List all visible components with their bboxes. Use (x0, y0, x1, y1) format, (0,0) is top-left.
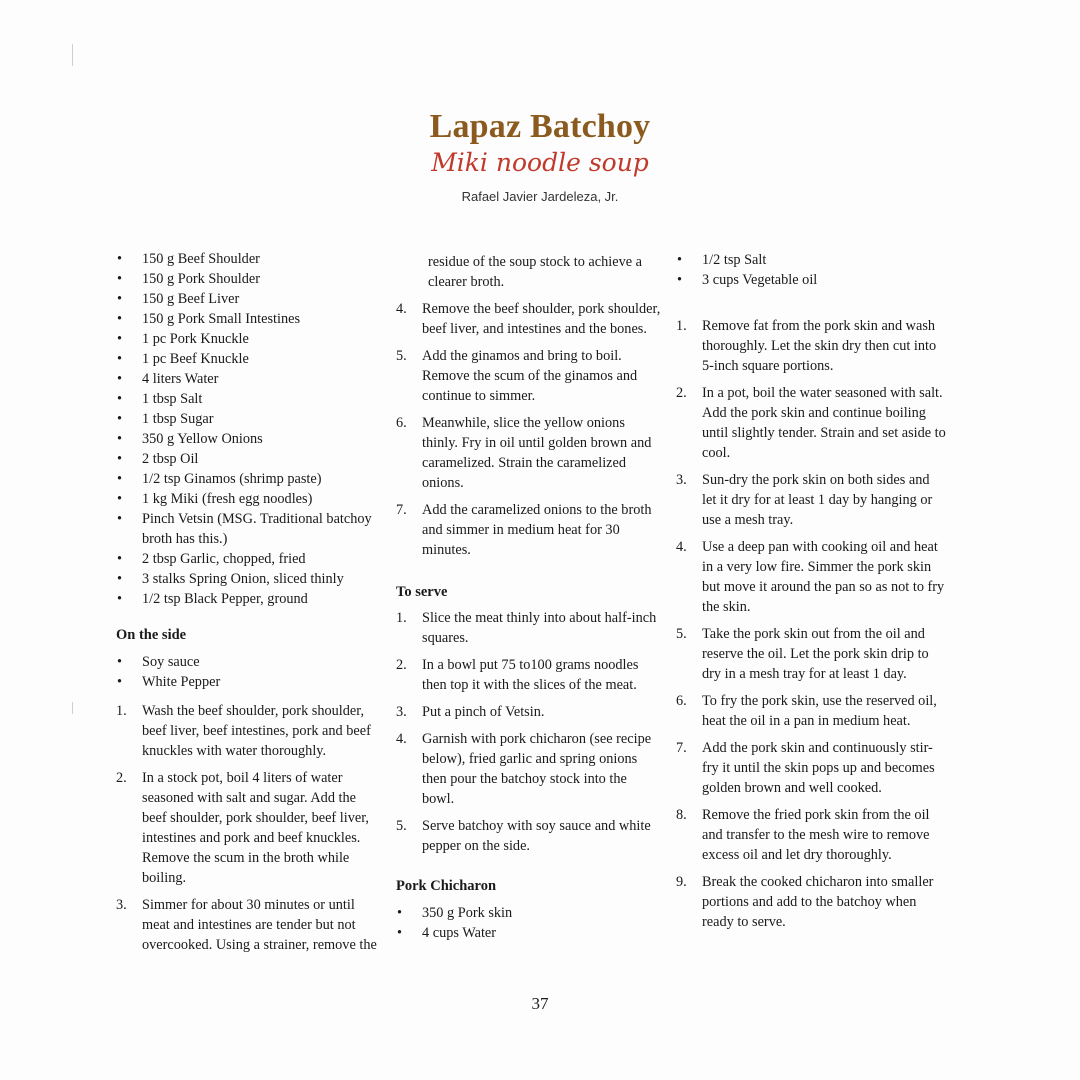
step-item (396, 346, 662, 406)
step-item (396, 299, 662, 339)
ingredient-item: • 150 g Pork Small Intestines (116, 309, 378, 329)
step-number: 3. (676, 472, 687, 488)
step-text: Garnish with pork chicharon (see recipe below), fried garlic and spring onions then pour the batchoy stock into the bowl. (422, 731, 652, 807)
chicharon-step-item (676, 738, 946, 798)
step-text: Break the cooked chicharon into smaller portions and add to the batchoy when ready to serve. (702, 874, 934, 930)
page-edge-mark (72, 44, 73, 66)
step-text: Remove the fried pork skin from the oil and transfer to the mesh wire to remove excess oil and let dry thoroughly. (702, 807, 930, 863)
steps-list-continued (396, 299, 662, 560)
step-number: 4. (676, 539, 687, 555)
step-text: Meanwhile, slice the yellow onions thinly. Fry in oil until golden brown and caramelized. Strain the caramelized onions. (422, 415, 652, 491)
step-number: 6. (676, 693, 687, 709)
chicharon-step-item (676, 805, 946, 865)
step-text: Remove fat from the pork skin and wash thoroughly. Let the skin dry then cut into 5-inch square portions. (702, 318, 937, 374)
chicharon-step-item (676, 316, 946, 376)
ingredient-item: • 150 g Pork Shoulder (116, 269, 378, 289)
chicharon-step-item (676, 383, 946, 463)
column-middle (396, 252, 662, 943)
step-number: 5. (396, 818, 407, 834)
step-text: Put a pinch of Vetsin. (422, 704, 545, 720)
step-number: 5. (396, 348, 407, 364)
step-number: 4. (396, 731, 407, 747)
chicharon-step-item (676, 537, 946, 617)
step-text: Use a deep pan with cooking oil and heat in a very low fire. Simmer the pork skin but move it around the pan so as not to fry the skin. (702, 539, 945, 615)
column-right (676, 250, 946, 939)
ingredients-list (116, 249, 378, 609)
steps-list (116, 701, 378, 955)
chicharon-ingredient-item: • 1/2 tsp Salt (676, 250, 946, 270)
recipe-author: Rafael Javier Jardeleza, Jr. (461, 189, 619, 204)
ingredient-item: • 1 pc Pork Knuckle (116, 329, 378, 349)
step-text: In a bowl put 75 to100 grams noodles then top it with the slices of the meat. (422, 657, 639, 693)
step-number: 2. (396, 657, 407, 673)
recipe-title: Lapaz Batchoy (429, 108, 651, 145)
pork-chicharon-heading: Pork Chicharon (396, 878, 497, 894)
step-text: In a stock pot, boil 4 liters of water seasoned with salt and sugar. Add the beef shoulder, pork shoulder, beef liver, intestines and pork and beef knuckles. Remove the scum in the broth while boiling. (142, 770, 369, 886)
step-number: 7. (676, 740, 687, 756)
recipe-subtitle: Miki noodle soup (431, 148, 649, 177)
ingredient-item: • 1 tbsp Sugar (116, 409, 378, 429)
ingredient-item: • 3 stalks Spring Onion, sliced thinly (116, 569, 378, 589)
chicharon-step-item (676, 872, 946, 932)
ingredient-item: • 1 tbsp Salt (116, 389, 378, 409)
step-text: Sun-dry the pork skin on both sides and let it dry for at least 1 day by hanging or use a mesh tray. (702, 472, 933, 528)
step-text: Add the pork skin and continuously stir-fry it until the skin pops up and becomes golden brown and well cooked. (702, 740, 935, 796)
step-text: Remove the beef shoulder, pork shoulder, beef liver, and intestines and the bones. (422, 301, 661, 337)
step-number: 1. (116, 703, 127, 719)
chicharon-ingredient-item: • 3 cups Vegetable oil (676, 270, 946, 290)
chicharon-step-item (676, 470, 946, 530)
serve-step-item (396, 655, 662, 695)
page-edge-mark (72, 702, 73, 714)
to-serve-heading: To serve (396, 584, 448, 600)
chicharon-ingredients-list (396, 903, 662, 943)
ingredient-item: • 150 g Beef Liver (116, 289, 378, 309)
step-number: 4. (396, 301, 407, 317)
to-serve-steps (396, 608, 662, 856)
step-text: To fry the pork skin, use the reserved oil, heat the oil in a pan in medium heat. (702, 693, 937, 729)
step-number: 1. (676, 318, 687, 334)
step-number: 9. (676, 874, 687, 890)
step-item (116, 895, 378, 955)
step-item (116, 701, 378, 761)
step-text: Slice the meat thinly into about half-inch squares. (422, 610, 657, 646)
column-left (116, 249, 378, 962)
step-number: 7. (396, 502, 407, 518)
step-item (116, 768, 378, 888)
chicharon-step-item (676, 691, 946, 731)
step-number: 3. (116, 897, 127, 913)
step-text: Take the pork skin out from the oil and reserve the oil. Let the pork skin drip to dry in a mesh tray for at least 1 day. (702, 626, 929, 682)
chicharon-ingredient-item: • 4 cups Water (396, 923, 662, 943)
ingredient-item: • 1/2 tsp Ginamos (shrimp paste) (116, 469, 378, 489)
step-text: Add the ginamos and bring to boil. Remove the scum of the ginamos and continue to simmer. (422, 348, 638, 404)
on-the-side-list (116, 652, 378, 692)
ingredient-item: • 350 g Yellow Onions (116, 429, 378, 449)
step-text: Add the caramelized onions to the broth and simmer in medium heat for 30 minutes. (422, 502, 652, 558)
serve-step-item (396, 702, 662, 722)
step-number: 2. (116, 770, 127, 786)
ingredient-item: • 1/2 tsp Black Pepper, ground (116, 589, 378, 609)
step-text: In a pot, boil the water seasoned with salt. Add the pork skin and continue boiling until slightly tender. Strain and set aside to cool. (702, 385, 946, 461)
side-item: • White Pepper (116, 672, 378, 692)
ingredient-item: • 2 tbsp Oil (116, 449, 378, 469)
serve-step-item (396, 608, 662, 648)
step-continuation: residue of the soup stock to achieve a clearer broth. (428, 254, 642, 290)
page-number: 37 (531, 994, 549, 1013)
ingredient-item: • 4 liters Water (116, 369, 378, 389)
step-text: Wash the beef shoulder, pork shoulder, beef liver, beef intestines, pork and beef knuckles with water thoroughly. (142, 703, 371, 759)
step-text: Serve batchoy with soy sauce and white pepper on the side. (422, 818, 651, 854)
step-number: 8. (676, 807, 687, 823)
step-number: 5. (676, 626, 687, 642)
chicharon-ingredient-item: • 350 g Pork skin (396, 903, 662, 923)
chicharon-steps (676, 316, 946, 932)
ingredient-item: • 1 pc Beef Knuckle (116, 349, 378, 369)
step-number: 2. (676, 385, 687, 401)
on-the-side-heading: On the side (116, 627, 187, 643)
step-item (396, 500, 662, 560)
step-number: 1. (396, 610, 407, 626)
step-item (396, 413, 662, 493)
ingredient-item: • 1 kg Miki (fresh egg noodles) (116, 489, 378, 509)
serve-step-item (396, 729, 662, 809)
ingredient-item: • Pinch Vetsin (MSG. Traditional batchoy broth has this.) (116, 509, 378, 549)
chicharon-step-item (676, 624, 946, 684)
side-item: • Soy sauce (116, 652, 378, 672)
step-number: 6. (396, 415, 407, 431)
serve-step-item (396, 816, 662, 856)
step-number: 3. (396, 704, 407, 720)
step-text: Simmer for about 30 minutes or until meat and intestines are tender but not overcooked. Using a strainer, remove the (142, 897, 377, 953)
chicharon-ingredients-list-continued (676, 250, 946, 290)
ingredient-item: • 150 g Beef Shoulder (116, 249, 378, 269)
ingredient-item: • 2 tbsp Garlic, chopped, fried (116, 549, 378, 569)
